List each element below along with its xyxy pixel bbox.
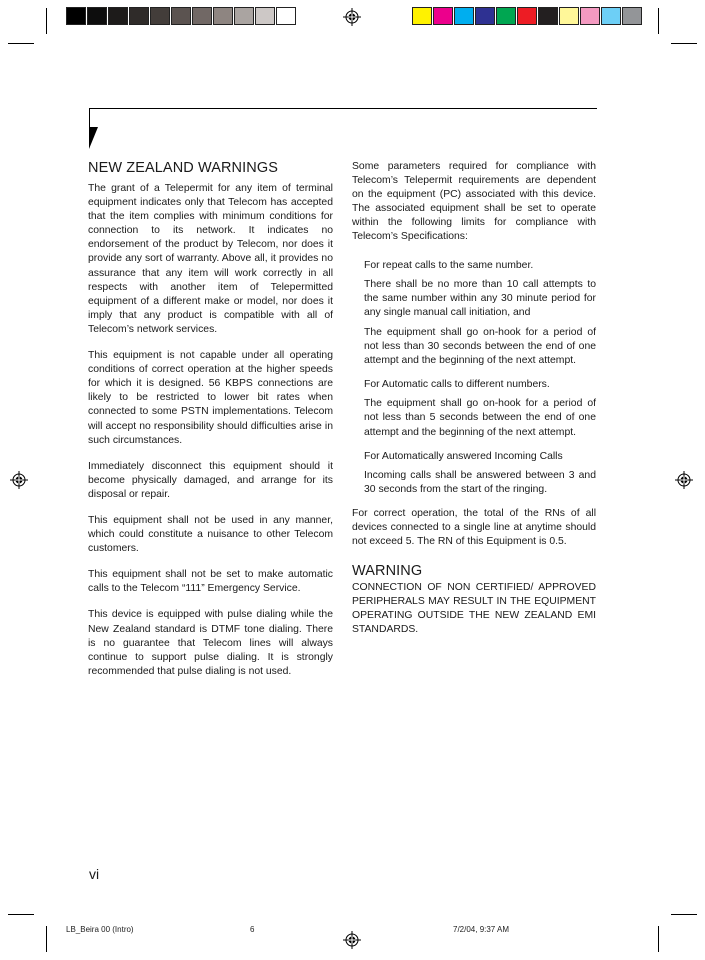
crop-mark [658,926,659,952]
grayscale-color-bar [66,7,297,25]
paragraph: This equipment shall not be used in any manner, which could constitute a nuisance to other Telecom customers. [88,514,333,555]
registration-mark-icon [10,471,28,489]
requirement-item: The equipment shall go on-hook for a period of not less than 5 seconds between the end of one attempt and the beginning of the next attempt. [364,398,596,438]
color-swatch [171,7,191,25]
crop-mark [671,914,697,915]
color-swatch [412,7,432,25]
paragraph: This equipment shall not be set to make automatic calls to the Telecom “111” Emergency Service. [88,569,333,595]
crop-mark [8,914,34,915]
color-swatch [622,7,642,25]
footer-datetime: 7/2/04, 9:37 AM [453,925,510,934]
paragraph: This equipment is not capable under all operating conditions of correct operation at the higher speeds for which it is designed. 56 KBPS connections are likely to be restricted to lower bit rates when connected to some PSTN implementations. Telecom will accept no responsibility should difficulties arise in such circumstances. [88,350,333,446]
color-swatch [276,7,296,25]
color-swatch [213,7,233,25]
right-column [352,160,596,650]
subheading: For repeat calls to the same number. [364,259,534,271]
crop-mark [658,8,659,34]
subheading: For Automatic calls to different numbers. [364,379,550,391]
paragraph: This device is equipped with pulse dialing while the New Zealand standard is DTMF tone dialing. There is no guarantee that Telecom lines will always continue to support pulse dialing. It is strongly recommended that pulse dialing is not used. [88,609,333,677]
section-heading: NEW ZEALAND WARNINGS [88,160,278,176]
requirement-item: Incoming calls shall be answered between 3 and 30 seconds from the start of the ringing. [364,469,596,495]
color-swatch [234,7,254,25]
color-swatch [517,7,537,25]
warning-heading: WARNING [352,563,423,580]
color-swatch [255,7,275,25]
color-swatch [559,7,579,25]
header-rule-vertical [89,108,90,128]
crop-mark [8,43,34,44]
color-swatch [538,7,558,25]
header-rule [89,108,597,109]
warning-text: CONNECTION OF NON CERTIFIED/ APPROVED PERIPHERALS MAY RESULT IN THE EQUIPMENT OPERATING OUTSIDE THE NEW ZEALAND EMI STANDARDS. [352,582,596,636]
process-color-bar [412,7,643,25]
registration-mark-icon [343,931,361,949]
color-swatch [150,7,170,25]
subheading: For Automatically answered Incoming Calls [364,450,563,462]
crop-mark [46,8,47,34]
page-number: vi [89,866,100,882]
crop-mark [671,43,697,44]
footer-file: LB_Beira 00 (Intro) [66,925,134,934]
color-swatch [129,7,149,25]
paragraph: Immediately disconnect this equipment should it become physically damaged, and arrange for its disposal or repair. [88,460,333,500]
intro-paragraph: Some parameters required for compliance with Telecom’s Telepermit requirements are dependent on the equipment (PC) associated with this device. The associated equipment shall be set to operate within the following limits for compliance with Telecom’s Specifications: [352,161,596,243]
requirement-item: There shall be no more than 10 call attempts to the same number within any 30 minute period for any single manual call initiation, and [364,278,596,318]
color-swatch [454,7,474,25]
color-swatch [108,7,128,25]
footer-page: 6 [250,925,255,934]
color-swatch [475,7,495,25]
requirement-item: The equipment shall go on-hook for a period of not less than 30 seconds between the end of one attempt and the beginning of the next attempt. [364,326,596,367]
color-swatch [192,7,212,25]
rn-paragraph: For correct operation, the total of the RNs of all devices connected to a single line at anytime should not exceed 5. The RN of this Equipment is 0.5. [352,507,596,548]
paragraph: The grant of a Telepermit for any item of terminal equipment indicates only that Telecom has accepted that the item complies with minimum conditions for connection to its network. It indicates no endorsement of the product by Telecom, nor does it provide any sort of warranty. Above all, it provides no assurance that any item will work correctly in all respects with another item of Telepermitted equipment of a different make or model, nor does it imply that any product is compatible with all of Telecom’s network services. [88,183,333,335]
color-swatch [496,7,516,25]
header-corner-triangle [89,127,98,149]
left-column [88,160,333,691]
color-swatch [66,7,86,25]
registration-mark-icon [675,471,693,489]
color-swatch [580,7,600,25]
color-swatch [601,7,621,25]
crop-mark [46,926,47,952]
color-swatch [87,7,107,25]
registration-mark-icon [343,8,361,26]
color-swatch [433,7,453,25]
